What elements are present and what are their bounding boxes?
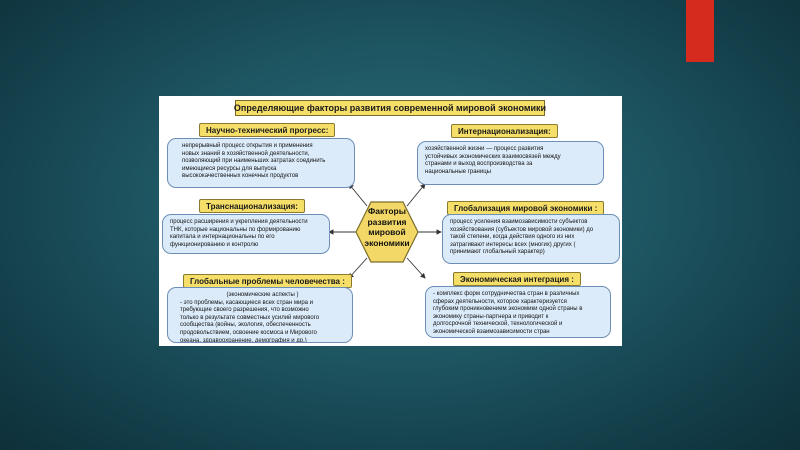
center-label: Факторы развития мировой экономики <box>364 206 410 248</box>
label-integration: Экономическая интеграция : <box>453 272 581 286</box>
label-scientific: Научно-технический прогресс: <box>199 123 335 137</box>
box-transnationalization: процесс расширения и укрепления деятельности ТНК, которые национальны по формированию капитала и интернациональны по его функционированию и контролю <box>162 214 330 254</box>
label-problems: Глобальные проблемы человечества : <box>183 274 352 288</box>
label-globalization: Глобализация мировой экономики : <box>447 201 604 215</box>
label-internationalization: Интернационализация: <box>451 124 558 138</box>
box-problems: (экономические аспекты ) - это проблемы, касающиеся всех стран мира и требующие своего разрешения, что возможно только в результате совместных усилий мирового сообщества (войны, экология, обеспеченность продовольствием, освоение космоса и Мирового океана, здравоохранение, демография и др.) <box>167 287 353 343</box>
label-transnationalization: Транснационализация: <box>199 199 305 213</box>
box-globalization: процесс усиления взаимозависимости субъектов хозяйствования (субъектов мировой экономики) до такой степени, когда действия одного из них затрагивают интересы всех (многих) других ( принимают глобальный характер) <box>442 214 620 264</box>
accent-bar <box>686 0 714 62</box>
box-internationalization: хозяйственной жизни — процесс развития устойчивых экономических взаимосвязей между странами и выход воспроизводства за национальные границы <box>417 141 604 185</box>
box-integration: - комплекс форм сотрудничества стран в различных сферах деятельности, которое характеризуется глубоким проникновением экономики одной страны в экономику страны-партнера и приводит к долгосрочной технической, технологической и экономической взаимозависимости стран <box>425 286 611 338</box>
box-scientific: непрерывный процесс открытия и применения новых знаний в хозяйственной деятельности, позволяющий при наименьших затратах соединить имеющиеся ресурсы для выпуска высококачественных конечных продуктов <box>167 138 355 188</box>
slide-title: Определяющие факторы развития современной мировой экономики <box>235 100 545 116</box>
slide-image <box>159 96 622 346</box>
